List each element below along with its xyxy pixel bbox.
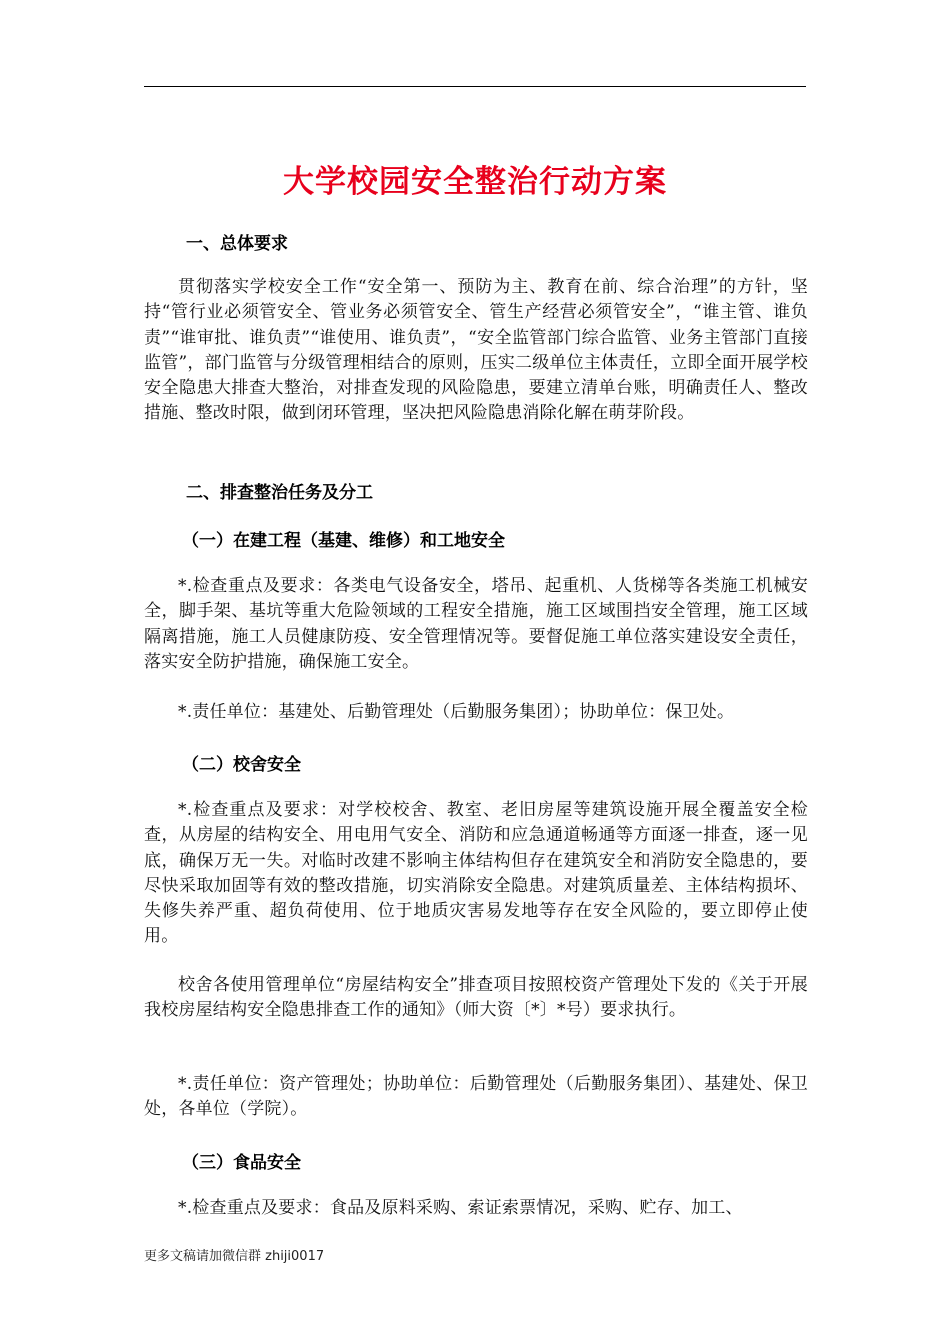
section-1-paragraph: 贯彻落实学校安全工作“安全第一、预防为主、教育在前、综合治理”的方针，坚持“管行业必须管安全、管业务必须管安全、管生产经营必须管安全”，“谁主管、谁负责”“谁审批、谁负责”“谁使用、谁负责”，“安全监管部门综合监管、业务主管部门直接监管”，部门监管与分级管理相结合的原则，压实二级单位主体责任，立即全面开展学校安全隐患大排查大整治，对排查发现的风险隐患，要建立清单台账，明确责任人、整改措施、整改时限，做到闭环管理，坚决把风险隐患消除化解在萌芽阶段。: [144, 277, 808, 424]
section-2-heading: 二、排查整治任务及分工: [186, 483, 373, 503]
subsection-2-paragraph-1: *.检查重点及要求：对学校校舍、教室、老旧房屋等建筑设施开展全覆盖安全检查，从房屋的结构安全、用电用气安全、消防和应急通道畅通等方面逐一排查，逐一见底，确保万无一失。对临时改建不影响主体结构但存在建筑安全和消防安全隐患的，要尽快采取加固等有效的整改措施，切实消除安全隐患。对建筑质量差、主体结构损坏、失修失养严重、超负荷使用、位于地质灾害易发地等存在安全风险的，要立即停止使用。: [144, 800, 808, 947]
section-1-heading: 一、总体要求: [186, 234, 288, 254]
header-rule: [144, 86, 806, 87]
subsection-3-heading: （三）食品安全: [182, 1153, 301, 1173]
subsection-1-heading: （一）在建工程（基建、维修）和工地安全: [182, 531, 505, 551]
subsection-1-paragraph-2: *.责任单位：基建处、后勤管理处（后勤服务集团）；协助单位：保卫处。: [178, 702, 735, 722]
subsection-2-paragraph-2: 校舍各使用管理单位“房屋结构安全”排查项目按照校资产管理处下发的《关于开展我校房屋结构安全隐患排查工作的通知》（师大资〔*〕*号）要求执行。: [144, 975, 808, 1021]
subsection-2-paragraph-3: *.责任单位：资产管理处；协助单位：后勤管理处（后勤服务集团）、基建处、保卫处，各单位（学院）。: [144, 1074, 808, 1120]
document-title: 大学校园安全整治行动方案: [283, 164, 667, 200]
subsection-3-paragraph-1: *.检查重点及要求：食品及原料采购、索证索票情况，采购、贮存、加工、: [178, 1198, 743, 1218]
subsection-1-paragraph-1: *.检查重点及要求：各类电气设备安全，塔吊、起重机、人货梯等各类施工机械安全，脚手架、基坑等重大危险领域的工程安全措施，施工区域围挡安全管理，施工区域隔离措施，施工人员健康防疫、安全管理情况等。要督促施工单位落实建设安全责任，落实安全防护措施，确保施工安全。: [144, 576, 808, 672]
subsection-2-heading: （二）校舍安全: [182, 755, 301, 775]
footer-note: 更多文稿请加微信群 zhiji0017: [144, 1249, 325, 1264]
